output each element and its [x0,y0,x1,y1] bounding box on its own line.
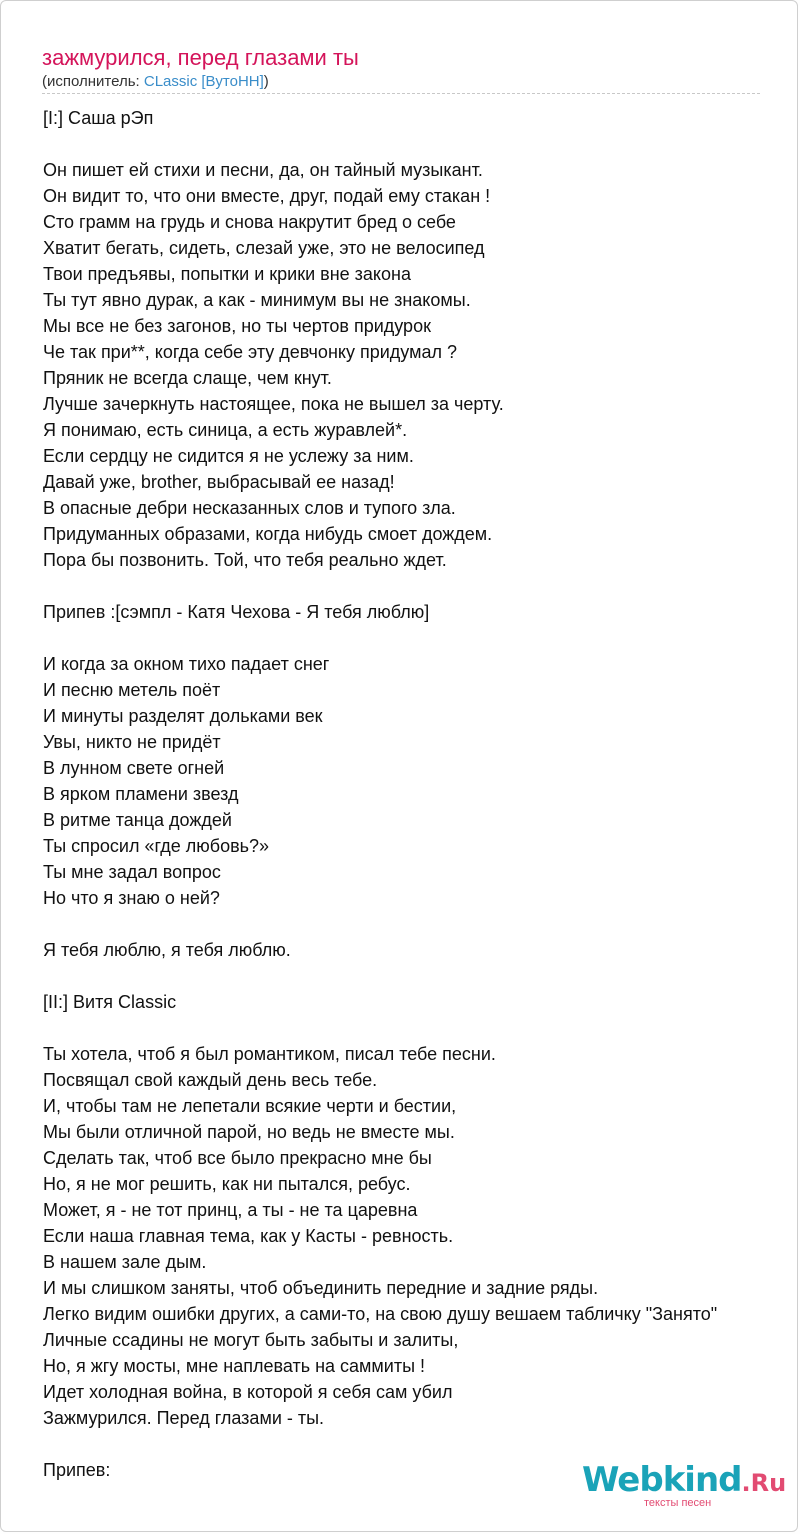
lyric-line: Но что я знаю о ней? [43,888,220,908]
lyric-line: Если сердцу не сидится я не услежу за ним. [43,446,414,466]
lyric-line: В ярком пламени звезд [43,784,239,804]
logo-tagline: тексты песен [644,1497,712,1509]
lyric-line: Личные ссадины не могут быть забыты и залиты, [43,1330,459,1350]
lyric-line: Придуманных образами, когда нибудь смоет дождем. [43,524,493,544]
lyric-line: Ты спросил «где любовь?» [43,836,270,856]
lyric-line: Но, я не мог решить, как ни пытался, ребус. [43,1174,411,1194]
lyric-line [43,1431,800,1457]
lyric-line [43,131,800,157]
lyric-line [43,911,800,937]
lyric-line: И песню метель поёт [43,680,221,700]
lyric-line: Я понимаю, есть синица, а есть журавлей*. [43,420,408,440]
song-title: зажмурился, перед глазами ты [42,45,359,70]
lyric-line: [I:] Саша рЭп [43,108,154,128]
lyric-line: Припев: [43,1460,111,1480]
lyric-line: Если наша главная тема, как у Касты - ревность. [43,1226,454,1246]
lyric-line [43,625,800,651]
lyric-line: В нашем зале дым. [43,1252,207,1272]
title-divider [42,93,760,94]
lyric-line: И минуты разделят дольками век [43,706,323,726]
lyrics-body [43,105,800,1483]
lyric-line: Но, я жгу мосты, мне наплевать на саммиты ! [43,1356,426,1376]
logo-domain: .Ru [741,1469,787,1497]
lyric-line: И мы слишком заняты, чтоб объединить передние и задние ряды. [43,1278,599,1298]
lyric-line: Мы все не без загонов, но ты чертов придурок [43,316,431,336]
lyric-line: Посвящал свой каждый день весь тебе. [43,1070,378,1090]
lyric-line [43,1015,800,1041]
lyric-line [43,573,800,599]
lyric-line: Сделать так, чтоб все было прекрасно мне бы [43,1148,432,1168]
logo-main-text: Webkind [582,1460,742,1500]
lyric-line: Пряник не всегда слаще, чем кнут. [43,368,332,388]
lyric-line: Он пишет ей стихи и песни, да, он тайный музыкант. [43,160,483,180]
lyric-line: Он видит то, что они вместе, друг, подай ему стакан ! [43,186,491,206]
lyric-line: Пора бы позвонить. Той, что тебя реально ждет. [43,550,447,570]
lyric-line: В опасные дебри несказанных слов и тупого зла. [43,498,456,518]
artist-suffix: ) [263,73,269,90]
artist-link[interactable]: CLassic [ВутоНН] [143,73,264,90]
lyric-line: Мы были отличной парой, но ведь не вместе мы. [43,1122,455,1142]
lyric-line: Идет холодная война, в которой я себя сам убил [43,1382,453,1402]
lyric-line: Ты хотела, чтоб я был романтиком, писал тебе песни. [43,1044,496,1064]
lyric-line: Че так при**, когда себе эту девчонку придумал ? [43,342,457,362]
lyric-line: В лунном свете огней [43,758,225,778]
lyric-line: Сто грамм на грудь и снова накрутит бред о себе [43,212,456,232]
lyric-line: Ты мне задал вопрос [43,862,221,882]
lyric-line: Ты тут явно дурак, а как - минимум вы не знакомы. [43,290,471,310]
lyric-line: Припев :[сэмпл - Катя Чехова - Я тебя люблю] [43,602,430,622]
lyric-line [43,963,800,989]
lyric-line: Лучше зачеркнуть настоящее, пока не вышел за черту. [43,394,504,414]
lyric-line: И когда за окном тихо падает снег [43,654,330,674]
site-logo[interactable] [582,1460,787,1510]
artist-line [42,72,269,92]
lyric-line: Твои предъявы, попытки и крики вне закона [43,264,411,284]
artist-prefix: (исполнитель: [42,73,144,90]
lyric-line: Легко видим ошибки других, а сами-то, на свою душу вешаем табличку "Занято" [43,1304,718,1324]
lyric-line: Я тебя люблю, я тебя люблю. [43,940,291,960]
lyric-line: Зажмурился. Перед глазами - ты. [43,1408,325,1428]
lyric-line: Давай уже, brother, выбрасывай ее назад! [43,472,395,492]
lyric-line: Хватит бегать, сидеть, слезай уже, это не велосипед [43,238,485,258]
lyric-line: Увы, никто не придёт [43,732,221,752]
lyric-line: И, чтобы там не лепетали всякие черти и бестии, [43,1096,457,1116]
lyric-line: В ритме танца дождей [43,810,232,830]
lyric-line: [II:] Витя Classic [43,992,177,1012]
lyric-line: Может, я - не тот принц, а ты - не та царевна [43,1200,418,1220]
